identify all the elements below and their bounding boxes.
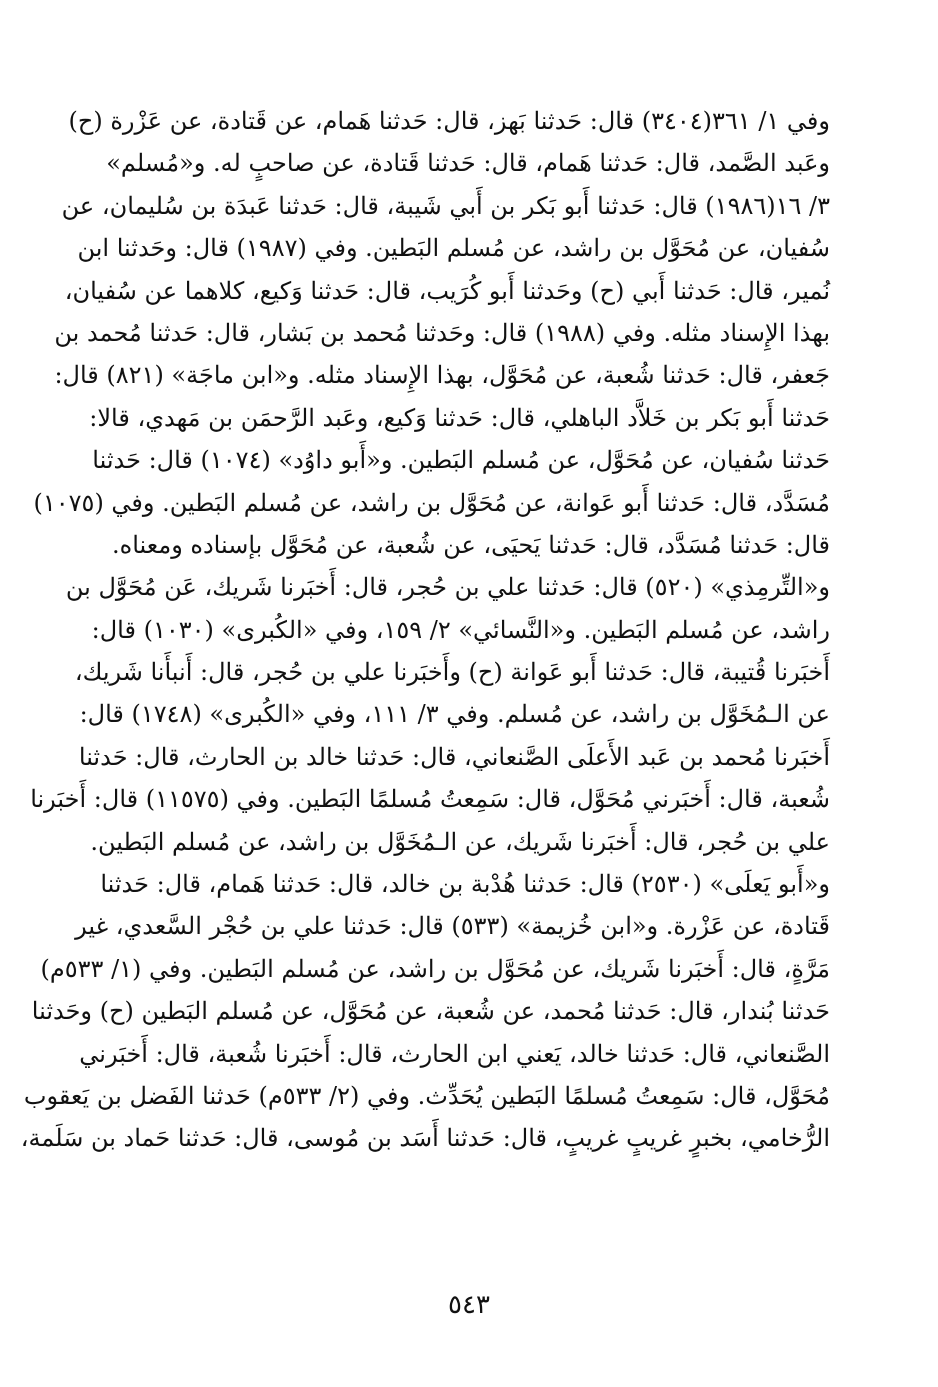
text-line-15: عن الـمُخَوَّل بن راشد، عن مُسلم. وفي ٣/ ١١١، وفي «الكُبرى» (١٧٤٨) قال: xyxy=(79,700,830,729)
text-line-2: وعَبد الصَّمد، قال: حَدثنا هَمام، قال: حَدثنا قَتادة، عن صاحبٍ له. و«مُسلم» xyxy=(106,149,830,178)
text-line-19: و«أَبو يَعلَى» (٢٥٣٠) قال: حَدثنا هُدْبة بن خالد، قال: حَدثنا هَمام، قال: حَدثنا xyxy=(100,870,830,899)
text-line-10: مُسَدَّد، قال: حَدثنا أَبو عَوانة، عن مُحَوَّل بن راشد، عن مُسلم البَطين. وفي (١٠٧٥) xyxy=(33,488,830,517)
text-line-11: قال: حَدثنا مُسَدَّد، قال: حَدثنا يَحيَى، عن شُعبة، عن مُحَوَّل بإسناده ومعناه. xyxy=(112,530,830,559)
hadith-text-block xyxy=(20,100,830,1160)
text-line-20: قَتادة، عن عَزْرة. و«ابن خُزيمة» (٥٣٣) قال: حَدثنا علي بن حُجْر السَّعدي، غير xyxy=(75,912,830,941)
page-number: ٥٤٣ xyxy=(448,1290,490,1320)
text-line-24: مُحَوَّل، قال: سَمِعتُ مُسلمًا البَطين يُحَدِّث. وفي (٢/ ٥٣٣م) حَدثنا الفَضل بن يَعقوب xyxy=(23,1081,830,1110)
text-line-5: نُمير، قال: حَدثنا أَبي (ح) وحَدثنا أَبو كُرَيب، قال: حَدثنا وَكيع، كلاهما عن سُفيان، xyxy=(64,276,830,305)
text-line-16: أَخبَرنا مُحمد بن عَبد الأَعلَى الصَّنعاني، قال: حَدثنا خالد بن الحارث، قال: حَدثنا xyxy=(78,742,830,771)
text-line-14: أَخبَرنا قُتيبة، قال: حَدثنا أَبو عَوانة (ح) وأَخبَرنا علي بن حُجر، قال: أَنبأَنا شَريك، xyxy=(74,658,830,687)
text-line-1: وفي ١/ ٣٦١(٣٤٠٤) قال: حَدثنا بَهز، قال: حَدثنا هَمام، عن قَتادة، عن عَزْرة (ح) xyxy=(68,107,830,135)
text-line-3: ٣/ ١٦(١٩٨٦) قال: حَدثنا أَبو بَكر بن أَبي شَيبة، قال: حَدثنا عَبدَة بن سُليمان، عن xyxy=(61,191,830,220)
text-line-7: جَعفر، قال: حَدثنا شُعبة، عن مُحَوَّل، بهذا الإِسناد مثله. و«ابن ماجَة» (٨٢١) قال: xyxy=(54,361,830,390)
text-line-13: راشد، عن مُسلم البَطين. و«النَّسائي» ٢/ ١٥٩، وفي «الكُبرى» (١٠٣٠) قال: xyxy=(91,615,830,644)
text-line-8: حَدثنا أَبو بَكر بن خَلاَّد الباهلي، قال: حَدثنا وَكيع، وعَبد الرَّحمَن بن مَهدي، قالا: xyxy=(89,403,830,432)
text-line-23: الصَّنعاني، قال: حَدثنا خالد، يَعني ابن الحارث، قال: أَخبَرنا شُعبة، قال: أَخبَرني xyxy=(79,1039,830,1068)
text-line-4: سُفيان، عن مُحَوَّل بن راشد، عن مُسلم البَطين. وفي (١٩٨٧) قال: وحَدثنا ابن xyxy=(77,234,830,263)
text-line-6: بهذا الإِسناد مثله. وفي (١٩٨٨) قال: وحَدثنا مُحمد بن بَشار، قال: حَدثنا مُحمد بن xyxy=(54,318,830,347)
text-line-17: شُعبة، قال: أَخبَرني مُحَوَّل، قال: سَمِعتُ مُسلمًا البَطين. وفي (١١٥٧٥) قال: أَخبَرنا xyxy=(30,785,830,814)
text-line-12: و«التِّرمِذي» (٥٢٠) قال: حَدثنا علي بن حُجر، قال: أَخبَرنا شَريك، عَن مُحَوَّل بن xyxy=(65,573,830,602)
text-line-9: حَدثنا سُفيان، عن مُحَوَّل، عن مُسلم البَطين. و«أَبو داوُد» (١٠٧٤) قال: حَدثنا xyxy=(92,446,830,475)
text-line-22: حَدثنا بُندار، قال: حَدثنا مُحمد، عن شُعبة، عن مُحَوَّل، عن مُسلم البَطين (ح) وحَدثنا xyxy=(31,997,830,1026)
text-line-21: مَرَّةٍ، قال: أَخبَرنا شَريك، عن مُحَوَّل بن راشد، عن مُسلم البَطين. وفي (١/ ٥٣٣م) xyxy=(40,954,830,983)
text-line-25: الرُّخامي، بخبرٍ غريبٍ غريبٍ، قال: حَدثنا أَسَد بن مُوسى، قال: حَدثنا حَماد بن سَلَمة، xyxy=(20,1124,830,1153)
text-line-18: علي بن حُجر، قال: أَخبَرنا شَريك، عن الـمُخَوَّل بن راشد، عن مُسلم البَطين. xyxy=(90,827,830,856)
